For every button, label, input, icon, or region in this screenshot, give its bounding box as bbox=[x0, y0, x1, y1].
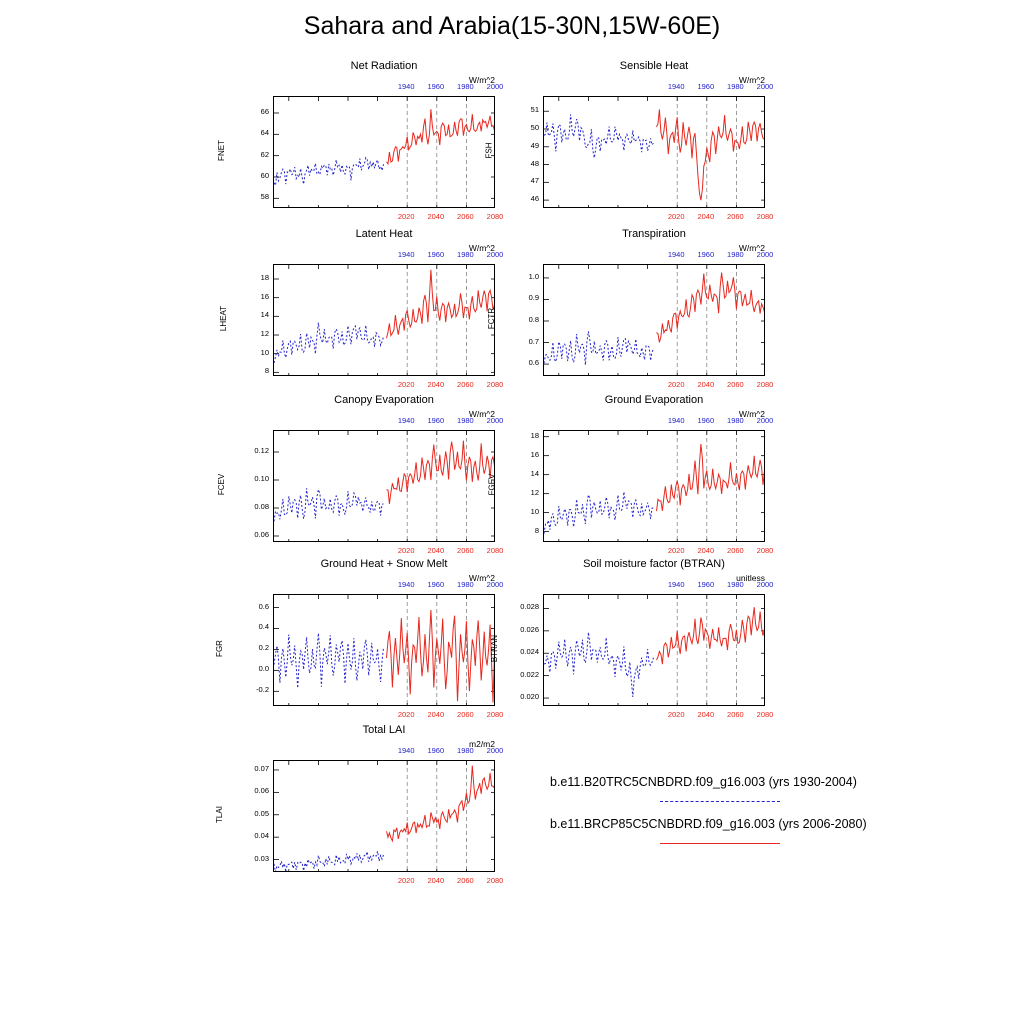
chart-panel bbox=[483, 558, 775, 740]
x-tick-label-bottom: 2060 bbox=[457, 546, 474, 555]
x-tick-label-top: 1960 bbox=[427, 580, 445, 589]
plot-area bbox=[543, 96, 765, 208]
chart-units-label: W/m^2 bbox=[738, 409, 765, 419]
x-tick-label-bottom: 2060 bbox=[727, 380, 744, 389]
series-projection bbox=[387, 441, 496, 504]
y-axis-label: BTRAN bbox=[490, 634, 500, 663]
plot-area bbox=[273, 594, 495, 706]
y-tick-label: 0.0 bbox=[258, 664, 269, 674]
x-tick-label-top: 2000 bbox=[486, 746, 504, 755]
x-tick-label-top: 1960 bbox=[427, 746, 445, 755]
x-tick-label-top: 1940 bbox=[667, 580, 685, 589]
x-tick-label-bottom: 2020 bbox=[667, 710, 685, 719]
y-tick-label: 0.05 bbox=[254, 808, 269, 818]
x-tick-label-top: 1940 bbox=[397, 746, 415, 755]
x-tick-label-bottom: 2060 bbox=[457, 380, 474, 389]
series-projection bbox=[387, 606, 496, 703]
x-tick-label-top: 1940 bbox=[397, 416, 415, 425]
x-tick-label-top: 1960 bbox=[697, 82, 715, 91]
y-tick-label: 0.026 bbox=[520, 624, 539, 634]
y-axis-label: LHEAT bbox=[219, 305, 229, 332]
chart-units-label: W/m^2 bbox=[738, 243, 765, 253]
x-tick-label-top: 2000 bbox=[756, 416, 774, 425]
legend-row-historical bbox=[550, 775, 970, 789]
x-tick-label-top: 1940 bbox=[397, 250, 415, 259]
x-tick-label-bottom: 2080 bbox=[756, 380, 774, 389]
y-tick-label: 0.2 bbox=[258, 643, 269, 653]
y-tick-label: 0.07 bbox=[254, 763, 269, 773]
x-tick-label-bottom: 2080 bbox=[486, 710, 504, 719]
y-tick-label: 0.6 bbox=[528, 358, 539, 368]
x-tick-label-bottom: 2040 bbox=[427, 212, 445, 221]
series-historical bbox=[274, 488, 384, 521]
y-tick-label: 66 bbox=[260, 107, 269, 116]
y-tick-label: 64 bbox=[260, 128, 269, 138]
y-tick-label: 48 bbox=[530, 158, 539, 168]
x-tick-label-bottom: 2040 bbox=[427, 380, 445, 389]
y-axis-label: FCEV bbox=[217, 473, 227, 496]
legend-label-projection: b.e11.BRCP85C5CNBDRD.f09_g16.003 (yrs 2006-2080) bbox=[550, 817, 867, 831]
x-tick-label-top: 2000 bbox=[756, 250, 774, 259]
chart-units-label: unitless bbox=[736, 573, 765, 583]
y-tick-label: 10 bbox=[530, 506, 539, 516]
y-tick-label: 50 bbox=[530, 123, 539, 132]
x-tick-label-top: 1960 bbox=[427, 416, 445, 425]
y-axis-label: FNET bbox=[216, 140, 226, 161]
x-tick-label-top: 1960 bbox=[427, 250, 445, 259]
x-tick-label-bottom: 2040 bbox=[697, 212, 715, 221]
y-tick-label: 0.9 bbox=[528, 293, 539, 303]
chart-panel bbox=[483, 60, 775, 242]
y-tick-label: 0.028 bbox=[520, 602, 539, 612]
legend-swatch-projection bbox=[660, 843, 780, 844]
chart-panel bbox=[213, 394, 505, 576]
y-tick-label: 0.06 bbox=[254, 530, 269, 539]
x-tick-label-top: 1980 bbox=[727, 250, 744, 259]
chart-legend bbox=[550, 775, 970, 831]
x-tick-label-bottom: 2040 bbox=[427, 876, 445, 885]
x-tick-label-top: 2000 bbox=[756, 82, 774, 91]
plot-area bbox=[273, 264, 495, 376]
x-tick-label-top: 1940 bbox=[667, 82, 685, 91]
series-projection bbox=[657, 607, 766, 664]
plot-area bbox=[273, 430, 495, 542]
x-tick-label-bottom: 2080 bbox=[486, 380, 504, 389]
y-tick-label: 0.10 bbox=[254, 474, 269, 483]
plot-area bbox=[543, 430, 765, 542]
x-tick-label-top: 1980 bbox=[457, 416, 474, 425]
x-tick-label-top: 1980 bbox=[457, 82, 474, 91]
x-tick-label-bottom: 2080 bbox=[486, 546, 504, 555]
plot-area bbox=[273, 760, 495, 872]
x-tick-label-top: 2000 bbox=[486, 82, 504, 91]
y-tick-label: 12 bbox=[260, 329, 269, 338]
x-tick-label-bottom: 2020 bbox=[397, 710, 415, 719]
y-tick-label: 51 bbox=[530, 105, 539, 115]
y-tick-label: 0.6 bbox=[258, 601, 269, 611]
y-axis-label: FGEV bbox=[487, 473, 497, 496]
y-tick-label: 12 bbox=[530, 487, 539, 497]
y-tick-label: 14 bbox=[260, 310, 269, 320]
series-historical bbox=[544, 331, 654, 365]
series-projection bbox=[387, 109, 496, 164]
chart-units-label: W/m^2 bbox=[468, 409, 495, 419]
y-tick-label: 8 bbox=[264, 366, 269, 376]
y-axis-label: FSH bbox=[484, 142, 494, 159]
x-tick-label-top: 2000 bbox=[756, 580, 774, 589]
series-historical bbox=[274, 633, 384, 688]
y-axis-label: FCTR bbox=[487, 307, 497, 330]
x-tick-label-top: 1960 bbox=[697, 580, 715, 589]
x-tick-label-top: 1960 bbox=[697, 250, 715, 259]
chart-title: Total LAI bbox=[362, 724, 406, 736]
x-tick-label-bottom: 2040 bbox=[427, 710, 445, 719]
y-tick-label: 0.4 bbox=[258, 622, 269, 632]
chart-units-label: W/m^2 bbox=[468, 75, 495, 85]
series-historical bbox=[544, 492, 654, 534]
x-tick-label-top: 1940 bbox=[667, 416, 685, 425]
x-tick-label-top: 2000 bbox=[486, 250, 504, 259]
y-tick-label: 0.08 bbox=[254, 502, 269, 511]
chart-title: Transpiration bbox=[622, 228, 686, 240]
x-tick-label-bottom: 2080 bbox=[486, 212, 504, 221]
x-tick-label-bottom: 2040 bbox=[697, 546, 715, 555]
chart-title: Canopy Evaporation bbox=[334, 394, 434, 406]
x-tick-label-bottom: 2060 bbox=[727, 546, 744, 555]
y-tick-label: 8 bbox=[534, 525, 539, 535]
x-tick-label-top: 1940 bbox=[667, 250, 685, 259]
legend-row-projection bbox=[550, 817, 970, 831]
x-tick-label-bottom: 2080 bbox=[756, 212, 774, 221]
y-tick-label: 0.03 bbox=[254, 853, 269, 863]
x-tick-label-top: 1980 bbox=[457, 580, 474, 589]
y-tick-label: 60 bbox=[260, 171, 269, 180]
y-tick-label: 10 bbox=[260, 347, 269, 357]
y-tick-label: 16 bbox=[530, 449, 539, 459]
chart-panel bbox=[213, 60, 505, 242]
x-tick-label-top: 1940 bbox=[397, 82, 415, 91]
chart-panel bbox=[483, 228, 775, 410]
y-tick-label: 0.8 bbox=[528, 315, 539, 324]
chart-title: Net Radiation bbox=[350, 60, 418, 72]
series-projection bbox=[657, 444, 766, 511]
y-tick-label: 16 bbox=[260, 291, 269, 301]
y-tick-label: 0.022 bbox=[520, 669, 539, 679]
y-tick-label: 0.024 bbox=[520, 647, 539, 657]
y-axis-label: TLAI bbox=[214, 806, 224, 823]
x-tick-label-bottom: 2060 bbox=[727, 212, 744, 221]
y-tick-label: 18 bbox=[530, 430, 539, 440]
x-tick-label-bottom: 2060 bbox=[727, 710, 744, 719]
x-tick-label-top: 1980 bbox=[727, 416, 744, 425]
chart-panel bbox=[213, 724, 505, 906]
plot-area bbox=[273, 96, 495, 208]
x-tick-label-bottom: 2080 bbox=[756, 546, 774, 555]
x-tick-label-bottom: 2040 bbox=[697, 710, 715, 719]
x-tick-label-top: 1980 bbox=[727, 580, 744, 589]
x-tick-label-bottom: 2020 bbox=[667, 380, 685, 389]
x-tick-label-bottom: 2060 bbox=[457, 710, 474, 719]
y-tick-label: 0.06 bbox=[254, 786, 269, 796]
x-tick-label-bottom: 2020 bbox=[397, 546, 415, 555]
series-historical bbox=[274, 158, 384, 186]
series-historical bbox=[544, 632, 654, 697]
legend-swatch-historical bbox=[660, 801, 780, 802]
x-tick-label-bottom: 2020 bbox=[667, 212, 685, 221]
y-tick-label: 49 bbox=[530, 140, 539, 150]
x-tick-label-top: 1980 bbox=[457, 746, 474, 755]
y-tick-label: 58 bbox=[260, 192, 269, 202]
x-tick-label-top: 1980 bbox=[727, 82, 744, 91]
series-historical bbox=[274, 323, 384, 363]
series-historical bbox=[274, 851, 384, 872]
x-tick-label-bottom: 2060 bbox=[457, 212, 474, 221]
x-tick-label-bottom: 2080 bbox=[756, 710, 774, 719]
y-tick-label: -0.2 bbox=[256, 685, 269, 695]
series-projection bbox=[657, 109, 766, 200]
y-tick-label: 62 bbox=[260, 149, 269, 159]
chart-title: Soil moisture factor (BTRAN) bbox=[583, 558, 725, 570]
x-tick-label-top: 1960 bbox=[697, 416, 715, 425]
x-tick-label-bottom: 2020 bbox=[667, 546, 685, 555]
series-projection bbox=[387, 270, 496, 339]
x-tick-label-top: 2000 bbox=[486, 580, 504, 589]
chart-panel bbox=[213, 558, 505, 740]
x-tick-label-bottom: 2020 bbox=[397, 212, 415, 221]
x-tick-label-top: 1980 bbox=[457, 250, 474, 259]
chart-units-label: W/m^2 bbox=[738, 75, 765, 85]
chart-units-label: m2/m2 bbox=[469, 739, 495, 749]
series-historical bbox=[544, 114, 654, 157]
page-title: Sahara and Arabia(15-30N,15W-60E) bbox=[303, 12, 721, 40]
series-projection bbox=[657, 273, 766, 343]
x-tick-label-top: 2000 bbox=[486, 416, 504, 425]
y-tick-label: 0.04 bbox=[254, 831, 269, 841]
x-tick-label-bottom: 2020 bbox=[397, 876, 415, 885]
x-tick-label-top: 1940 bbox=[397, 580, 415, 589]
plot-area bbox=[543, 594, 765, 706]
series-projection bbox=[387, 766, 496, 841]
y-tick-label: 0.12 bbox=[254, 446, 269, 455]
plot-area bbox=[543, 264, 765, 376]
chart-title: Ground Heat + Snow Melt bbox=[320, 558, 448, 570]
legend-label-historical: b.e11.B20TRC5CNBDRD.f09_g16.003 (yrs 1930-2004) bbox=[550, 775, 857, 789]
chart-panel bbox=[483, 394, 775, 576]
y-tick-label: 47 bbox=[530, 176, 539, 186]
chart-title: Sensible Heat bbox=[619, 60, 689, 72]
y-axis-label: FGR bbox=[214, 640, 224, 657]
x-tick-label-bottom: 2040 bbox=[697, 380, 715, 389]
chart-panel bbox=[213, 228, 505, 410]
x-tick-label-bottom: 2080 bbox=[486, 876, 504, 885]
chart-title: Latent Heat bbox=[355, 228, 413, 240]
y-tick-label: 1.0 bbox=[528, 271, 539, 281]
chart-title: Ground Evaporation bbox=[604, 394, 704, 406]
y-tick-label: 18 bbox=[260, 273, 269, 282]
x-tick-label-bottom: 2020 bbox=[397, 380, 415, 389]
x-tick-label-top: 1960 bbox=[427, 82, 445, 91]
chart-units-label: W/m^2 bbox=[468, 573, 495, 583]
y-tick-label: 46 bbox=[530, 194, 539, 204]
chart-units-label: W/m^2 bbox=[468, 243, 495, 253]
y-tick-label: 0.020 bbox=[520, 692, 539, 702]
y-tick-label: 0.7 bbox=[528, 336, 539, 346]
y-tick-label: 14 bbox=[530, 468, 539, 478]
x-tick-label-bottom: 2060 bbox=[457, 876, 474, 885]
x-tick-label-bottom: 2040 bbox=[427, 546, 445, 555]
